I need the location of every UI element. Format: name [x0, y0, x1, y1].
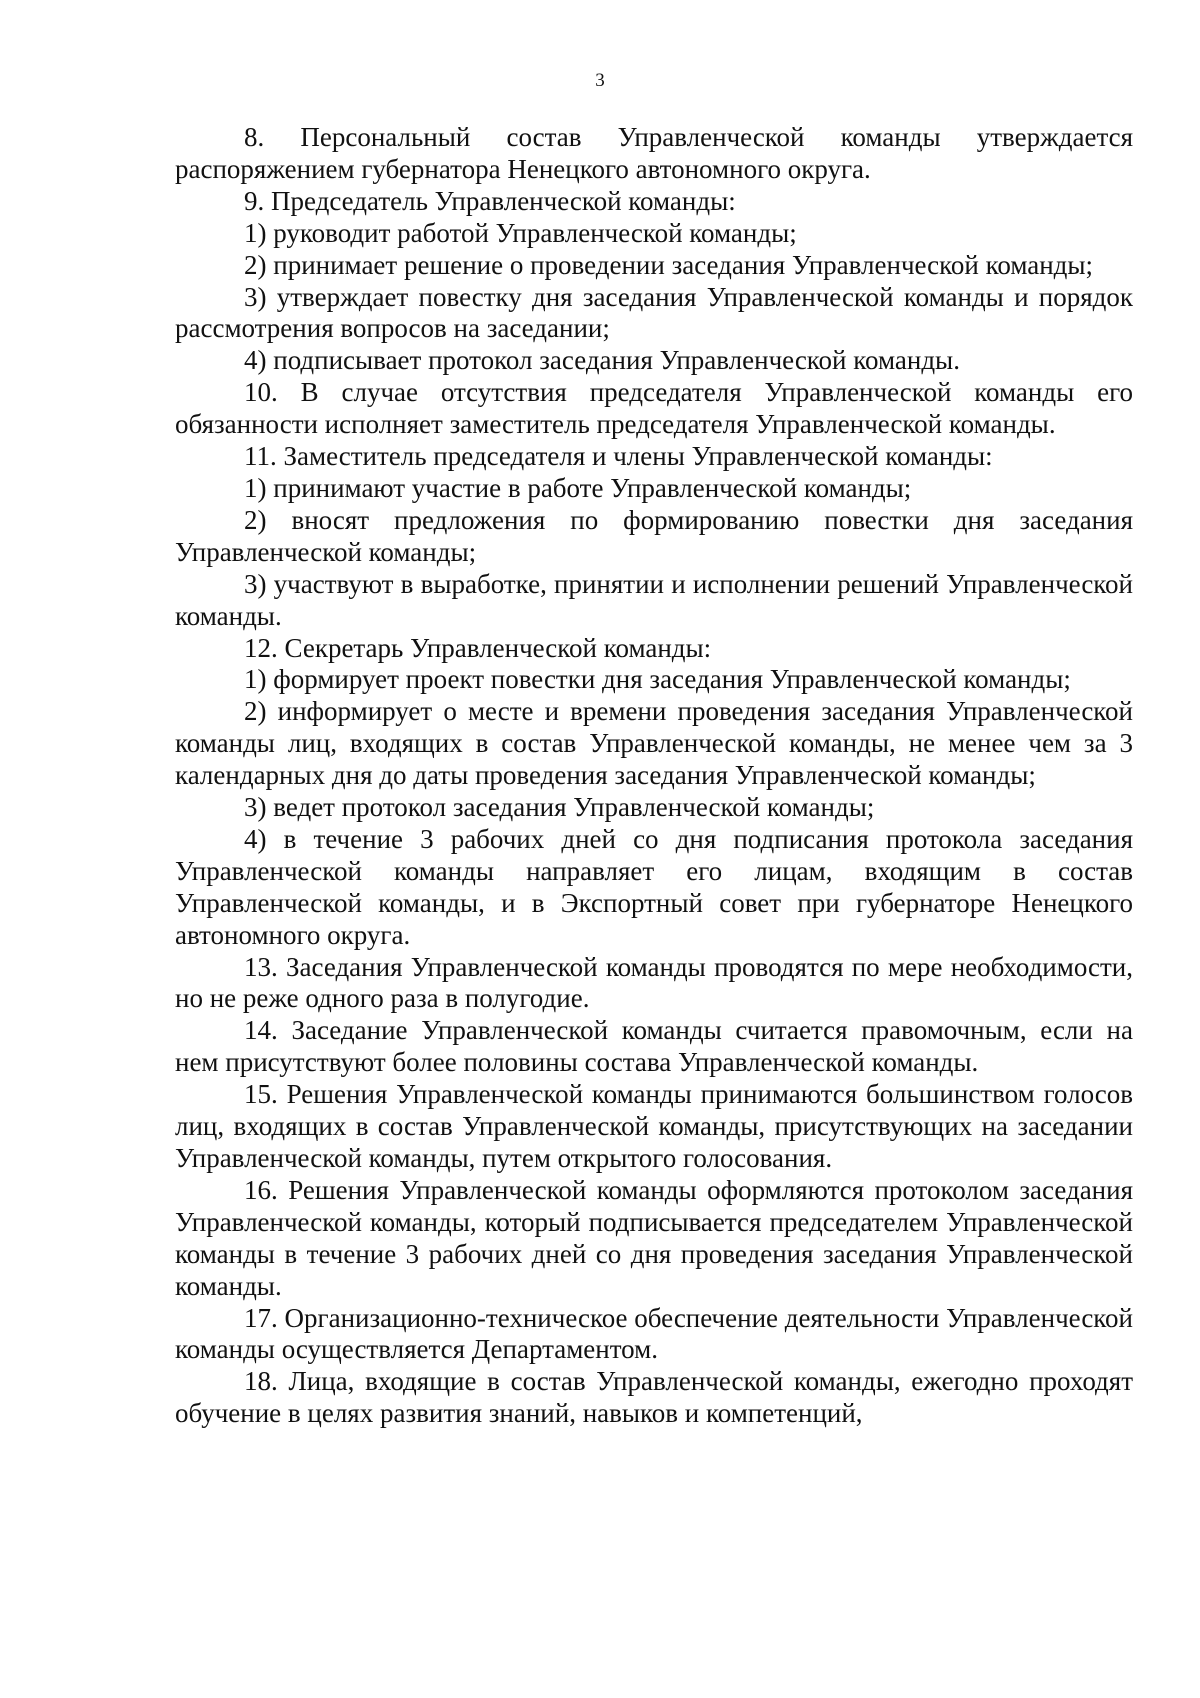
paragraph-11-item-1: 1) принимают участие в работе Управленческой команды;	[244, 472, 912, 503]
paragraph-9-item-3: 3) утверждает повестку дня заседания Управленческой команды и порядок рассмотрения вопросов на заседании;	[175, 281, 1133, 344]
paragraph-18: 18. Лица, входящие в состав Управленческой команды, ежегодно проходят обучение в целях развития знаний, навыков и компетенций,	[175, 1366, 1133, 1429]
paragraph-13: 13. Заседания Управленческой команды проводятся по мере необходимости, но не реже одного раза в полугодие.	[175, 951, 1133, 1014]
document-body	[175, 122, 1133, 1430]
page-number: 3	[595, 70, 605, 91]
paragraph-9-item-1: 1) руководит работой Управленческой команды;	[244, 217, 797, 248]
paragraph-11: 11. Заместитель председателя и члены Управленческой команды:	[244, 441, 993, 472]
paragraph-12: 12. Секретарь Управленческой команды:	[244, 632, 712, 663]
paragraph-10: 10. В случае отсутствия председателя Управленческой команды его обязанности исполняет заместитель председателя Управленческой команды.	[175, 377, 1133, 440]
paragraph-12-item-3: 3) ведет протокол заседания Управленческой команды;	[244, 792, 875, 823]
paragraph-11-item-3: 3) участвуют в выработке, принятии и исполнении решений Управленческой команды.	[175, 568, 1133, 631]
paragraph-9: 9. Председатель Управленческой команды:	[244, 185, 736, 216]
paragraph-12-item-1: 1) формирует проект повестки дня заседания Управленческой команды;	[244, 664, 1071, 695]
paragraph-14: 14. Заседание Управленческой команды считается правомочным, если на нем присутствуют более половины состава Управленческой команды.	[175, 1015, 1133, 1078]
paragraph-17: 17. Организационно-техническое обеспечение деятельности Управленческой команды осуществляется Департаментом.	[175, 1302, 1133, 1365]
paragraph-12-item-4: 4) в течение 3 рабочих дней со дня подписания протокола заседания Управленческой команды направляет его лицам, входящим в состав Управленческой команды, и в Экспортный совет при губернаторе Ненецкого автономного округа.	[175, 823, 1133, 950]
paragraph-15: 15. Решения Управленческой команды принимаются большинством голосов лиц, входящих в состав Управленческой команды, присутствующих на заседании Управленческой команды, путем открытого голосования.	[175, 1079, 1133, 1173]
paragraph-8: 8. Персональный состав Управленческой команды утверждается распоряжением губернатора Ненецкого автономного округа.	[175, 122, 1133, 184]
paragraph-9-item-4: 4) подписывает протокол заседания Управленческой команды.	[244, 345, 960, 376]
paragraph-9-item-2: 2) принимает решение о проведении заседания Управленческой команды;	[244, 249, 1094, 280]
paragraph-12-item-2: 2) информирует о месте и времени проведения заседания Управленческой команды лиц, входящих в состав Управленческой команды, не менее чем за 3 календарных дня до даты проведения заседания Управленческой команды;	[175, 696, 1133, 791]
paragraph-16: 16. Решения Управленческой команды оформляются протоколом заседания Управленческой команды, который подписывается председателем Управленческой команды в течение 3 рабочих дней со дня проведения заседания Управленческой команды.	[175, 1174, 1133, 1301]
paragraph-11-item-2: 2) вносят предложения по формированию повестки дня заседания Управленческой команды;	[175, 504, 1133, 567]
